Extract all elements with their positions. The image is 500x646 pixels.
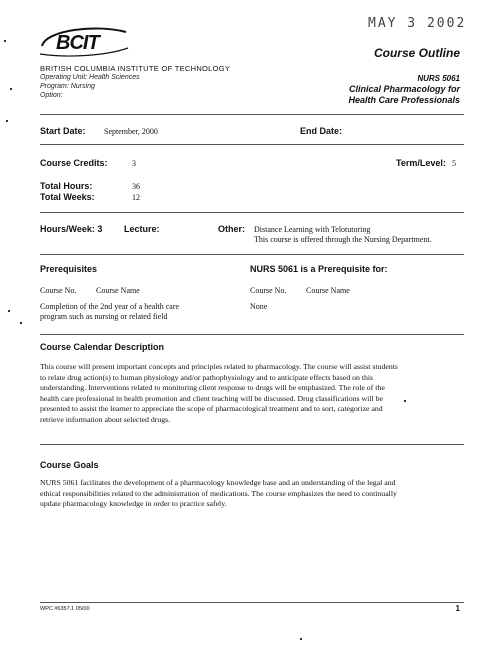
course-title-line-2: Health Care Professionals: [348, 95, 460, 105]
footer-document-id: WPC #6357.1 05/00: [40, 606, 90, 612]
prerequisite-item-line-1: Completion of the 2nd year of a health care: [40, 302, 180, 311]
start-date-label: Start Date:: [40, 126, 86, 136]
course-code: NURS 5061: [417, 74, 460, 83]
divider: [40, 114, 464, 115]
prerequisite-for-item: None: [250, 302, 268, 311]
scan-speck: [4, 40, 6, 42]
calendar-description-text: [40, 362, 466, 426]
divider: [40, 254, 464, 255]
divider: [40, 212, 464, 213]
other-line-1: Distance Learning with Telotutoring: [254, 225, 371, 234]
divider: [40, 144, 464, 145]
received-date-stamp: MAY 3 2002: [368, 16, 467, 31]
prerequisites-heading: Prerequisites: [40, 264, 98, 274]
operating-unit: Operating Unit: Health Sciences: [40, 74, 140, 81]
right-col-course-no: Course No.: [250, 286, 287, 295]
other-label: Other:: [218, 224, 245, 234]
end-date-label: End Date:: [300, 126, 343, 136]
calendar-line: retrieve information about selected drugs.: [40, 414, 171, 424]
calendar-line: to relate drug action(s) to human physiology and/or pathophysiology and to anticipate effects based on this: [40, 372, 374, 382]
prerequisite-for-heading: NURS 5061 is a Prerequisite for:: [250, 264, 388, 274]
option: Option:: [40, 92, 63, 99]
document-type-title: Course Outline: [373, 46, 460, 60]
scan-speck: [8, 310, 10, 312]
course-title-line-1: Clinical Pharmacology for: [348, 84, 460, 94]
scan-speck: [20, 322, 22, 324]
term-level-label: Term/Level:: [396, 158, 446, 168]
goals-line: ethical responsibilities related to the administration of medications. The course emphasizes the need to continually: [40, 488, 397, 498]
lecture-label: Lecture:: [124, 224, 160, 234]
total-hours-value: 36: [132, 182, 140, 191]
calendar-line: health care professional in health promotion and client teaching will be discussed. Drug classifications will be: [40, 393, 383, 403]
hours-week-label: Hours/Week: 3: [40, 224, 103, 234]
divider: [40, 444, 464, 445]
scan-speck: [300, 638, 302, 640]
left-col-course-name: Course Name: [96, 286, 140, 295]
calendar-line: presented to assist the learner to appreciate the scope of pharmacological treatment and to sort, categorize and: [40, 404, 383, 414]
right-col-course-name: Course Name: [306, 286, 350, 295]
course-credits-label: Course Credits:: [40, 158, 108, 168]
institution-name: BRITISH COLUMBIA INSTITUTE OF TECHNOLOGY: [40, 64, 231, 73]
divider: [40, 334, 464, 335]
footer-divider: [40, 602, 464, 603]
calendar-description-heading: Course Calendar Description: [40, 342, 165, 352]
goals-line: update pharmacology knowledge in order to practice safely.: [40, 499, 227, 509]
scan-speck: [10, 88, 12, 90]
calendar-line: understanding. Interventions related to monitoring client response to drugs will be emphasized. The role of the: [40, 383, 385, 393]
prerequisite-item-line-2: program such as nursing or related field: [40, 312, 168, 321]
start-date-value: September, 2000: [104, 127, 158, 136]
total-hours-label: Total Hours:: [40, 181, 93, 191]
term-level-value: 5: [452, 159, 456, 168]
goals-line: NURS 5061 facilitates the development of a pharmacology knowledge base and an understanding of the legal and: [40, 478, 396, 487]
logo-text: BCIT: [56, 32, 99, 54]
course-title: [348, 84, 460, 106]
program: Program: Nursing: [40, 83, 95, 90]
calendar-line: This course will present important concepts and principles related to pharmacology. The course will assist students: [40, 362, 398, 371]
course-credits-value: 3: [132, 159, 136, 168]
page-number: 1: [455, 604, 460, 613]
scan-speck: [6, 120, 8, 122]
total-weeks-label: Total Weeks:: [40, 192, 95, 202]
left-col-course-no: Course No.: [40, 286, 77, 295]
course-goals-text: [40, 478, 466, 510]
other-line-2: This course is offered through the Nursing Department.: [254, 235, 432, 244]
course-goals-heading: Course Goals: [40, 460, 99, 470]
total-weeks-value: 12: [132, 193, 140, 202]
scan-speck: [404, 400, 406, 402]
